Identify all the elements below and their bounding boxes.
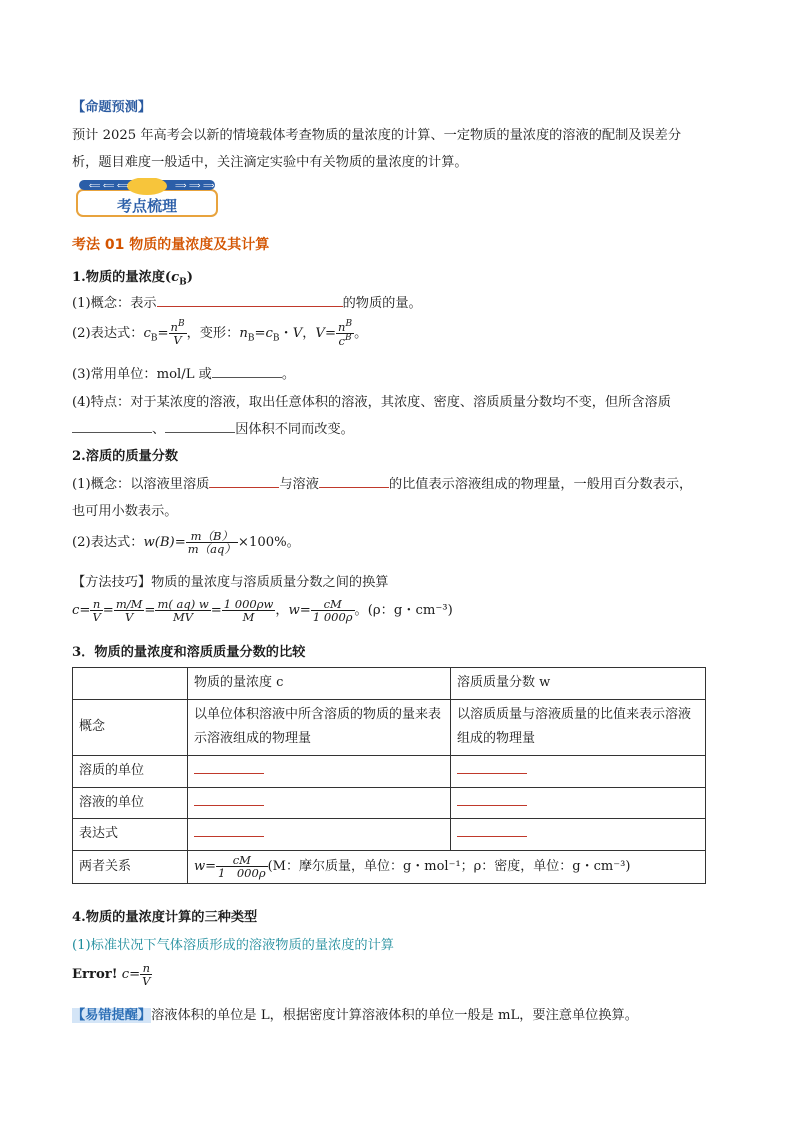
types-heading: 4.物质的量浓度计算的三种类型	[72, 910, 258, 925]
table-cell	[188, 787, 451, 819]
answer-blank	[165, 420, 235, 433]
concentration-expression: (2)表达式：$c_B=$ $\frac{n^B}{V}$ ，变形：$n_B=c_B$・V，V= $\frac{n^B}{c^B}$ 。	[72, 319, 368, 348]
table-cell: 以单位体积溶液中所含溶质的物质的量来表示溶液组成的物理量	[188, 699, 451, 755]
answer-blank	[457, 793, 527, 806]
table-header-c: 物质的量浓度 c	[188, 668, 451, 700]
row-label: 表达式	[73, 819, 188, 851]
mass-fraction-concept-2: 也可用小数表示。	[72, 504, 178, 519]
table-row	[73, 819, 706, 851]
comparison-table	[72, 667, 706, 884]
types-sub-1: (1)标准状况下气体溶质形成的溶液物质的量浓度的计算	[72, 938, 394, 953]
concentration-concept: (1)概念：表示 的物质的量。	[72, 296, 422, 311]
concentration-feature-2: 、 因体积不同而改变。	[72, 418, 354, 437]
answer-blank	[209, 475, 279, 488]
mass-fraction-expression: (2)表达式：w(B)= $\frac{m(B)}{m(aq)}$ ×100%。	[72, 529, 300, 557]
row-label: 两者关系	[73, 851, 188, 884]
table-cell	[451, 819, 706, 851]
answer-blank	[157, 294, 343, 307]
error-tip: 【易错提醒】溶液体积的单位是 L，根据密度计算溶液体积的单位一般是 mL，要注意单位换算。	[72, 1008, 638, 1023]
answer-blank	[194, 793, 264, 806]
prediction-header: 【命题预测】	[72, 100, 152, 115]
table-cell	[73, 668, 188, 700]
answer-blank	[457, 761, 527, 774]
concentration-feature-1: (4)特点：对于某浓度的溶液，取出任意体积的溶液，其浓度、密度、溶质质量分数均不变，但所含溶质	[72, 395, 671, 410]
banner-title: 考点梳理	[116, 197, 177, 215]
answer-blank	[194, 824, 264, 837]
answer-blank	[457, 824, 527, 837]
table-cell	[188, 756, 451, 788]
table-row	[73, 851, 706, 884]
answer-blank	[319, 475, 389, 488]
answer-blank	[212, 365, 282, 378]
prediction-line-1: 预计 2025 年高考会以新的情境载体考查物质的量浓度的计算、一定物质的量浓度的溶液的配制及误差分	[72, 128, 682, 143]
row-label: 概念	[73, 699, 188, 755]
concentration-heading: 1.物质的量浓度$(c_B)$	[72, 270, 194, 288]
method-formula: c= $\frac{n}{V}$ = $\frac{m/M}{V}$ = $\frac{m( aq) w}{MV}$ = $\frac{1 000\rho w}{M}$ ，w= $\frac{cM}{1 000\rho}$ 。(ρ：g・cm⁻³)	[72, 597, 453, 625]
svg-text:⟹ ⟹ ⟹: ⟹ ⟹ ⟹	[175, 181, 215, 190]
mass-fraction-concept: (1)概念：以溶液里溶质 与溶液 的比值表示溶液组成的物理量，一般用百分数表示，	[72, 477, 693, 492]
table-cell	[451, 756, 706, 788]
table-row	[73, 756, 706, 788]
section-banner	[75, 178, 219, 218]
table-cell	[451, 787, 706, 819]
answer-blank	[72, 420, 152, 433]
svg-text:⟸ ⟸ ⟸: ⟸ ⟸ ⟸	[89, 181, 129, 190]
table-row	[73, 787, 706, 819]
types-formula: Error! c= $\frac{n}{V}$	[72, 961, 151, 989]
table-header-w: 溶质质量分数 w	[451, 668, 706, 700]
mass-fraction-heading: 2.溶质的质量分数	[72, 449, 179, 464]
table-cell: 以溶质质量与溶液质量的比值来表示溶液组成的物理量	[451, 699, 706, 755]
method-line: 【方法技巧】物质的量浓度与溶质质量分数之间的换算	[72, 575, 389, 590]
prediction-line-2: 析，题目难度一般适中，关注滴定实验中有关物质的量浓度的计算。	[72, 155, 468, 170]
table-cell	[188, 819, 451, 851]
comparison-heading: 3．物质的量浓度和溶质质量分数的比较	[72, 645, 306, 660]
row-label: 溶质的单位	[73, 756, 188, 788]
section-title: 考法 01 物质的量浓度及其计算	[72, 237, 270, 253]
row-label: 溶液的单位	[73, 787, 188, 819]
table-cell: w= $\frac{cM}{1 000\rho}$ (M：摩尔质量，单位：g・mol⁻¹；ρ：密度，单位：g・cm⁻³)	[188, 851, 706, 884]
table-header-row	[73, 668, 706, 700]
concentration-unit: (3)常用单位：mol/L 或 。	[72, 367, 296, 382]
table-row	[73, 699, 706, 755]
answer-blank	[194, 761, 264, 774]
